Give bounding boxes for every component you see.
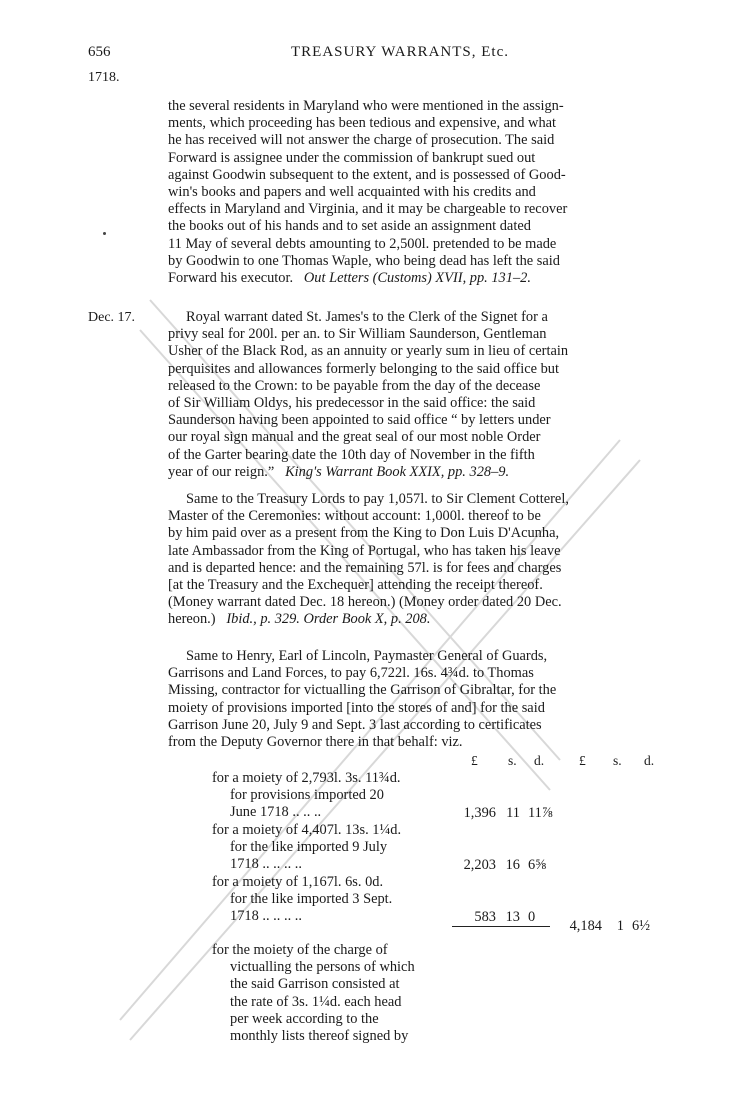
account-item <box>212 874 452 926</box>
sum-rule <box>452 926 550 927</box>
text-line: Royal warrant dated St. James's to the Clerk of the Signet for a <box>186 309 548 325</box>
item-line: for a moiety of 1,167l. 6s. 0d. <box>212 874 384 890</box>
account-item-final <box>212 942 452 1045</box>
item-line: for the moiety of the charge of <box>212 942 388 958</box>
col-header-pounds: £ <box>471 753 478 768</box>
col-header-pence-total: d. <box>644 753 655 768</box>
item-line: 1718 .. .. .. .. <box>230 856 302 873</box>
total-pence: 6½ <box>632 918 650 934</box>
text-line: Usher of the Black Rod, as an annuity or yearly sum in lieu of certain <box>168 343 569 360</box>
text-fragment: year of our reign.” <box>168 463 275 480</box>
item-line: June 1718 .. .. .. <box>230 804 322 821</box>
text-line: of Sir William Oldys, his predecessor in the said office: the said <box>168 395 536 412</box>
item-line: victualling the persons of which <box>230 959 415 976</box>
item-line: the rate of 3s. 1¼d. each head <box>230 993 402 1010</box>
col-header-shillings: s. <box>508 753 517 768</box>
margin-year: 1718. <box>88 70 120 85</box>
col-header-pence: d. <box>534 753 545 768</box>
item-pence: 6⅝ <box>528 857 546 873</box>
text-line: win's books and papers and well acquainted with his credits and <box>168 184 536 201</box>
item-line: the said Garrison consisted at <box>230 976 400 993</box>
running-head: TREASURY WARRANTS, Etc. <box>290 44 509 60</box>
item-line: for provisions imported 20 <box>230 787 384 804</box>
text-line: Saunderson having been appointed to said office “ by letters under <box>168 412 551 429</box>
item-shillings: 11 <box>506 805 520 821</box>
text-line: (Money warrant dated Dec. 18 hereon.) (Money order dated 20 Dec. <box>168 594 562 611</box>
item-shillings: 16 <box>505 857 520 873</box>
text-line: Forward is assignee under the commission of bankrupt sued out <box>168 149 536 166</box>
text-line: Master of the Ceremonies: without account: 1,000l. thereof to be <box>168 508 541 525</box>
text-line: the books out of his hands and to set aside an assignment dated <box>168 218 531 235</box>
text-line: of the Garter bearing date the 10th day of November in the fifth <box>168 446 535 463</box>
col-header-pounds-total: £ <box>579 753 586 768</box>
text-line: Missing, contractor for victualling the Garrison of Gibraltar, for the <box>168 682 557 699</box>
item-pounds: 2,203 <box>463 857 496 873</box>
item-line: monthly lists thereof signed by <box>230 1028 409 1045</box>
text-line: perquisites and allowances formerly belonging to the said office but <box>168 360 559 377</box>
text-line: our royal sign manual and the great seal of our most noble Order <box>168 429 541 446</box>
margin-date: Dec. 17. <box>88 310 136 325</box>
text-line: and is departed hence: and the remaining 57l. is for fees and charges <box>168 559 562 576</box>
item-pence: 11⅞ <box>528 805 553 821</box>
text-line: effects in Maryland and Virginia, and it may be chargeable to recover <box>168 201 568 218</box>
text-line: Same to Henry, Earl of Lincoln, Paymaster General of Guards, <box>186 648 548 664</box>
col-header-shillings-total: s. <box>613 753 622 768</box>
item-shillings: 13 <box>505 909 520 925</box>
total-shillings: 1 <box>616 918 624 934</box>
account-item <box>212 822 452 874</box>
source-reference: King's Warrant Book XXIX, pp. 328–9. <box>285 463 510 480</box>
text-line: against Goodwin subsequent to the extent, and is possessed of Good- <box>168 166 566 183</box>
text-line: privy seal for 200l. per an. to Sir William Saunderson, Gentleman <box>168 326 547 343</box>
item-pence: 0 <box>528 909 536 925</box>
text-fragment: Forward his executor. <box>168 270 294 287</box>
item-line: for the like imported 3 Sept. <box>230 891 393 908</box>
item-line: 1718 .. .. .. .. <box>230 908 302 925</box>
text-line: Garrisons and Land Forces, to pay 6,722l. 16s. 4¾d. to Thomas <box>168 665 534 682</box>
text-line: released to the Crown: to be payable from the day of the decease <box>168 377 541 394</box>
account-item <box>212 770 452 822</box>
text-line: [at the Treasury and the Exchequer] attending the receipt thereof. <box>168 577 543 594</box>
item-pounds: 583 <box>474 909 496 925</box>
text-line: 11 May of several debts amounting to 2,500l. pretended to be made <box>168 235 557 252</box>
text-line: Same to the Treasury Lords to pay 1,057l. to Sir Clement Cotterel, <box>186 491 569 507</box>
text-line: by him paid over as a present from the King to Don Luis D'Acunha, <box>168 525 560 542</box>
source-reference: Out Letters (Customs) XVII, pp. 131–2. <box>303 270 531 287</box>
text-line: Garrison June 20, July 9 and Sept. 3 last according to certificates <box>168 716 542 733</box>
item-line: for the like imported 9 July <box>230 839 388 856</box>
item-line: for a moiety of 2,793l. 3s. 11¾d. <box>212 770 401 786</box>
item-line: for a moiety of 4,407l. 13s. 1¼d. <box>212 822 402 838</box>
text-line: late Ambassador from the King of Portugal, who has taken his leave <box>168 542 561 559</box>
item-line: per week according to the <box>230 1010 379 1027</box>
source-reference: Ibid., p. 329. Order Book X, p. 208. <box>226 611 431 628</box>
item-pounds: 1,396 <box>463 805 496 821</box>
text-line: the several residents in Maryland who were mentioned in the assign- <box>168 98 564 114</box>
text-line: ments, which proceeding has been tedious and expensive, and what <box>168 115 557 132</box>
text-fragment: hereon.) <box>168 611 216 628</box>
text-line: he has received will not answer the charge of prosecution. The said <box>168 132 555 149</box>
total-pounds: 4,184 <box>569 918 602 934</box>
text-line: moiety of provisions imported [into the stores of and] for the said <box>168 699 545 716</box>
page-number: 656 <box>88 44 111 60</box>
text-line: by Goodwin to one Thomas Waple, who being dead has left the said <box>168 252 560 269</box>
text-line: from the Deputy Governor there in that behalf: viz. <box>168 734 463 751</box>
